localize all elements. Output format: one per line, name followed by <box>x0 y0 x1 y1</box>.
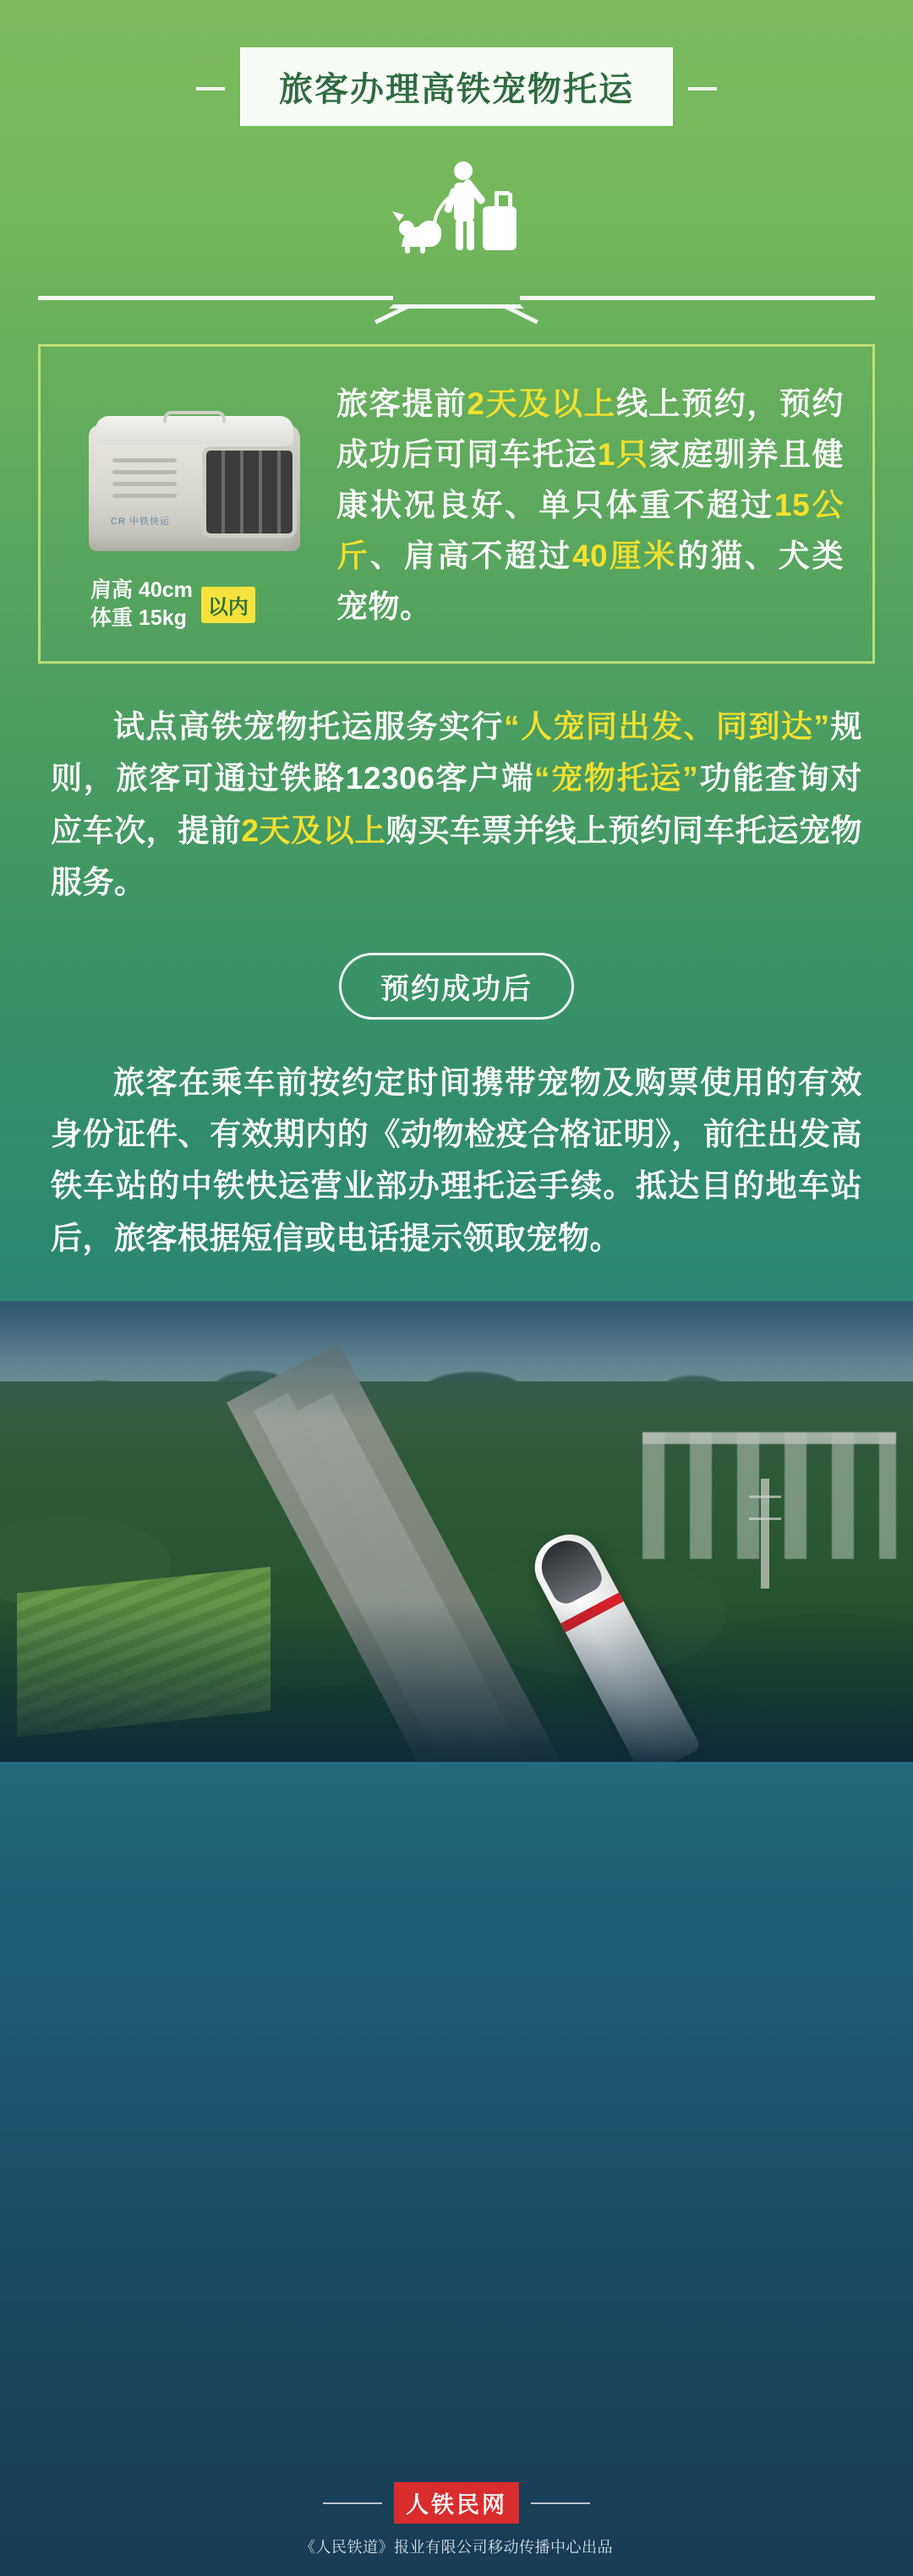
brand-line-right <box>531 2502 590 2504</box>
crate-handle <box>163 411 226 423</box>
paragraph1-runs <box>51 709 862 900</box>
header <box>0 0 913 126</box>
highlight-text: 40厘米 <box>571 538 678 573</box>
section-label-wrap <box>0 953 913 1020</box>
crate-door <box>202 446 297 538</box>
crate-vents <box>112 458 177 509</box>
footer-credit: 《人民铁道》报业有限公司移动传播中心出品 <box>300 2539 613 2556</box>
brand-row <box>0 2482 913 2524</box>
train-photo <box>0 1301 913 1762</box>
photo-top-gradient <box>0 1301 913 1419</box>
card-text-runs <box>336 386 844 624</box>
highlight-text: 2天及以上 <box>467 386 616 421</box>
crate-brand-label: CR 中铁快运 <box>111 517 170 527</box>
body-text: 的猫、犬类宠物。 <box>336 538 845 624</box>
paragraph-procedure <box>51 1057 862 1265</box>
highlight-text: 1只 <box>597 436 649 472</box>
card-text <box>323 379 844 632</box>
body-text: 家庭驯养且健康状况良好、单只体重不超过 <box>336 436 845 522</box>
body-text: 旅客在乘车前按约定时间携带宠物及购票使用的有效身份证件、有效期内的《动物检疫合格证明》，前往出发高铁车站的中铁快运营业部办理托运手续。抵达目的地车站后，旅客根据短信或电话提示领取宠物。 <box>51 1064 862 1255</box>
crate-illustration <box>69 379 323 632</box>
paragraph-rules <box>51 701 862 909</box>
brand-badge: 人铁民网 <box>394 2482 519 2524</box>
footer <box>0 2482 913 2576</box>
divider-notch <box>389 292 524 309</box>
brand-line-left <box>323 2502 382 2504</box>
pet-crate-icon <box>82 409 310 561</box>
body-text: 旅客提前 <box>336 386 467 421</box>
highlight-text: 2天及以上 <box>241 812 386 848</box>
spec-weight: 体重 15kg <box>90 606 187 630</box>
page-title: 旅客办理高铁宠物托运 <box>240 47 673 126</box>
highlight-text: “人宠同出发、同到达” <box>504 709 830 744</box>
crate-spec <box>90 577 302 632</box>
body-text: 规则，旅客可通过铁路12306客户端 <box>51 709 862 796</box>
highlight-card <box>38 344 875 664</box>
person-with-dog-and-luggage-icon <box>355 155 558 265</box>
body-text: 购买车票并线上预约同车托运宠物服务。 <box>51 812 863 900</box>
section-label-after-booking: 预约成功后 <box>339 953 574 1020</box>
body-text: 线上预约，预约成功后可同车托运 <box>336 386 845 472</box>
paragraph2-runs <box>51 1065 862 1255</box>
divider-line-right <box>520 296 875 300</box>
divider-line-left <box>38 296 393 300</box>
body-text: 功能查询对应车次，提前 <box>51 761 862 848</box>
spec-shoulder-height: 肩高 40cm <box>90 578 193 602</box>
spec-badge: 以内 <box>201 587 255 623</box>
highlight-text: “宠物托运” <box>533 761 699 796</box>
highlight-text: 15公斤 <box>336 487 845 573</box>
body-text: 、肩高不超过 <box>369 538 572 573</box>
section-divider <box>38 292 875 314</box>
body-text: 试点高铁宠物托运服务实行 <box>113 709 504 744</box>
photo-signal-tower <box>761 1479 769 1589</box>
photo-bottom-gradient <box>0 1601 913 1762</box>
